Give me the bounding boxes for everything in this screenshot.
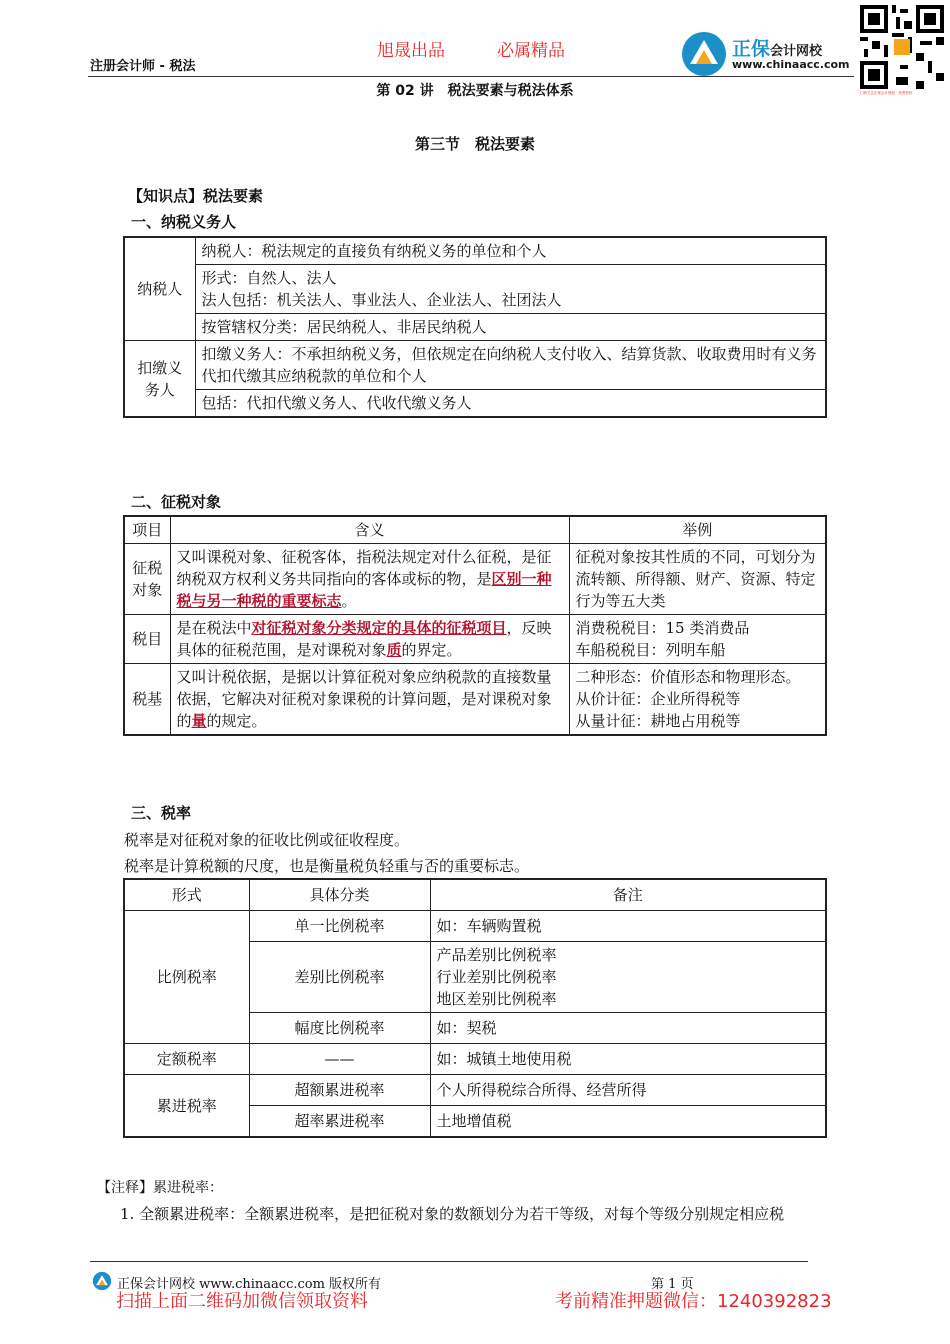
tax-object-table	[123, 515, 827, 736]
table-cell: 土地增值税	[430, 1106, 826, 1138]
column-header: 备注	[430, 879, 826, 911]
table-cell: 差别比例税率	[249, 942, 430, 1013]
chinaacc-footer-logo-icon	[92, 1271, 112, 1291]
paragraph: 税率是对征税对象的征收比例或征收程度。	[124, 831, 410, 849]
qr-code-icon	[860, 5, 944, 89]
promo-right: 考前精准押题微信：1240392823	[555, 1291, 832, 1312]
column-header: 具体分类	[249, 879, 430, 911]
key-term: 量	[191, 712, 207, 730]
page-number: 第 1 页	[651, 1277, 694, 1292]
brand-url[interactable]: www.chinaacc.com	[732, 58, 850, 71]
table-cell: 包括：代扣代缴义务人、代收代缴义务人	[195, 390, 826, 418]
row-label: 扣缴义务人	[124, 341, 195, 418]
table-cell: 产品差别比例税率 行业差别比例税率 地区差别比例税率	[430, 942, 826, 1013]
knowledge-point-heading: 【知识点】税法要素	[128, 187, 264, 205]
note-item: 1. 全额累进税率：全额累进税率，是把征税对象的数额划分为若干等级，对每个等级分别规定相应税	[120, 1205, 785, 1223]
meaning-cell: 是在税法中对征税对象分类规定的具体的征税项目，反映具体的征税范围，是对课税对象质的界定。	[170, 615, 569, 664]
paragraph: 税率是计算税额的尺度，也是衡量税负轻重与否的重要标志。	[124, 857, 530, 875]
part1-heading: 一、纳税义务人	[131, 213, 237, 231]
promo-left: 扫描上面二维码加微信领取资料	[116, 1291, 368, 1312]
table-cell: 如：城镇土地使用税	[430, 1044, 826, 1075]
key-term: 区别一种税与另一种税的重要标志	[176, 570, 552, 610]
table-cell: 形式：自然人、法人 法人包括：机关法人、事业法人、企业法人、社团法人	[195, 265, 826, 314]
example-cell: 消费税税目：15 类消费品 车船税税目：列明车船	[569, 615, 826, 664]
meaning-cell: 又叫课税对象、征税客体，指税法规定对什么征税，是征纳税双方权利义务共同指向的客体或标的物，是区别一种税与另一种税的重要标志。	[170, 544, 569, 615]
column-header: 形式	[124, 879, 249, 911]
table-row	[124, 1044, 826, 1075]
table-row	[124, 544, 826, 615]
table-cell: 纳税人：税法规定的直接负有纳税义务的单位和个人	[195, 237, 826, 265]
taxpayer-table	[123, 236, 827, 418]
key-term: 质	[386, 641, 402, 659]
qr-caption: 扫码关注正保会计网校 · 免费资料	[860, 91, 913, 95]
example-cell: 二种形态：价值形态和物理形态。 从价计征：企业所得税等 从量计征：耕地占用税等	[569, 664, 826, 736]
row-label: 税基	[124, 664, 170, 736]
lecture-title: 第 02 讲 税法要素与税法体系	[376, 83, 574, 99]
table-row	[124, 664, 826, 736]
row-label: 比例税率	[124, 911, 249, 1044]
meaning-cell: 又叫计税依据，是据以计算征税对象应纳税款的直接数量依据，它解决对征税对象课税的计算问题，是对课税对象的量的规定。	[170, 664, 569, 736]
row-label: 纳税人	[124, 237, 195, 341]
key-term: 对征税对象分类规定的具体的征税项目	[251, 619, 507, 637]
table-cell: 单一比例税率	[249, 911, 430, 942]
brand-name: 正保会计网校	[732, 38, 823, 60]
table-cell: 如：车辆购置税	[430, 911, 826, 942]
header-divider	[88, 76, 854, 77]
table-cell: 个人所得税综合所得、经营所得	[430, 1075, 826, 1106]
table-header-row	[124, 516, 826, 544]
footer-divider	[90, 1261, 808, 1262]
part2-heading: 二、征税对象	[131, 493, 222, 511]
column-header: 含义	[170, 516, 569, 544]
slogan-left: 旭晟出品	[377, 41, 445, 61]
table-row	[124, 237, 826, 265]
column-header: 举例	[569, 516, 826, 544]
section-title: 第三节 税法要素	[414, 135, 535, 153]
tax-rate-table	[123, 878, 827, 1138]
table-row	[124, 314, 826, 341]
table-header-row	[124, 879, 826, 911]
table-cell: 扣缴义务人：不承担纳税义务，但依规定在向纳税人支付收入、结算货款、收取费用时有义务代扣代缴其应纳税款的单位和个人	[195, 341, 826, 390]
row-label: 税目	[124, 615, 170, 664]
row-label: 累进税率	[124, 1075, 249, 1138]
note-title: 【注释】累进税率：	[97, 1180, 223, 1196]
table-cell: 如：契税	[430, 1013, 826, 1044]
table-cell: ——	[249, 1044, 430, 1075]
table-cell: 超率累进税率	[249, 1106, 430, 1138]
table-row	[124, 1075, 826, 1106]
row-label: 定额税率	[124, 1044, 249, 1075]
example-cell: 征税对象按其性质的不同，可划分为流转额、所得额、财产、资源、特定行为等五大类	[569, 544, 826, 615]
slogan-right: 必属精品	[497, 41, 565, 61]
table-row	[124, 390, 826, 418]
table-cell: 幅度比例税率	[249, 1013, 430, 1044]
row-label: 征税对象	[124, 544, 170, 615]
table-row	[124, 265, 826, 314]
table-row	[124, 911, 826, 942]
part3-heading: 三、税率	[131, 804, 192, 822]
table-cell: 超额累进税率	[249, 1075, 430, 1106]
footer-copyright: 正保会计网校 www.chinaacc.com 版权所有	[117, 1277, 382, 1292]
chinaacc-logo-icon	[680, 30, 728, 78]
course-name: 注册会计师 - 税法	[90, 59, 196, 74]
table-row	[124, 341, 826, 390]
table-row	[124, 615, 826, 664]
table-cell: 按管辖权分类：居民纳税人、非居民纳税人	[195, 314, 826, 341]
column-header: 项目	[124, 516, 170, 544]
